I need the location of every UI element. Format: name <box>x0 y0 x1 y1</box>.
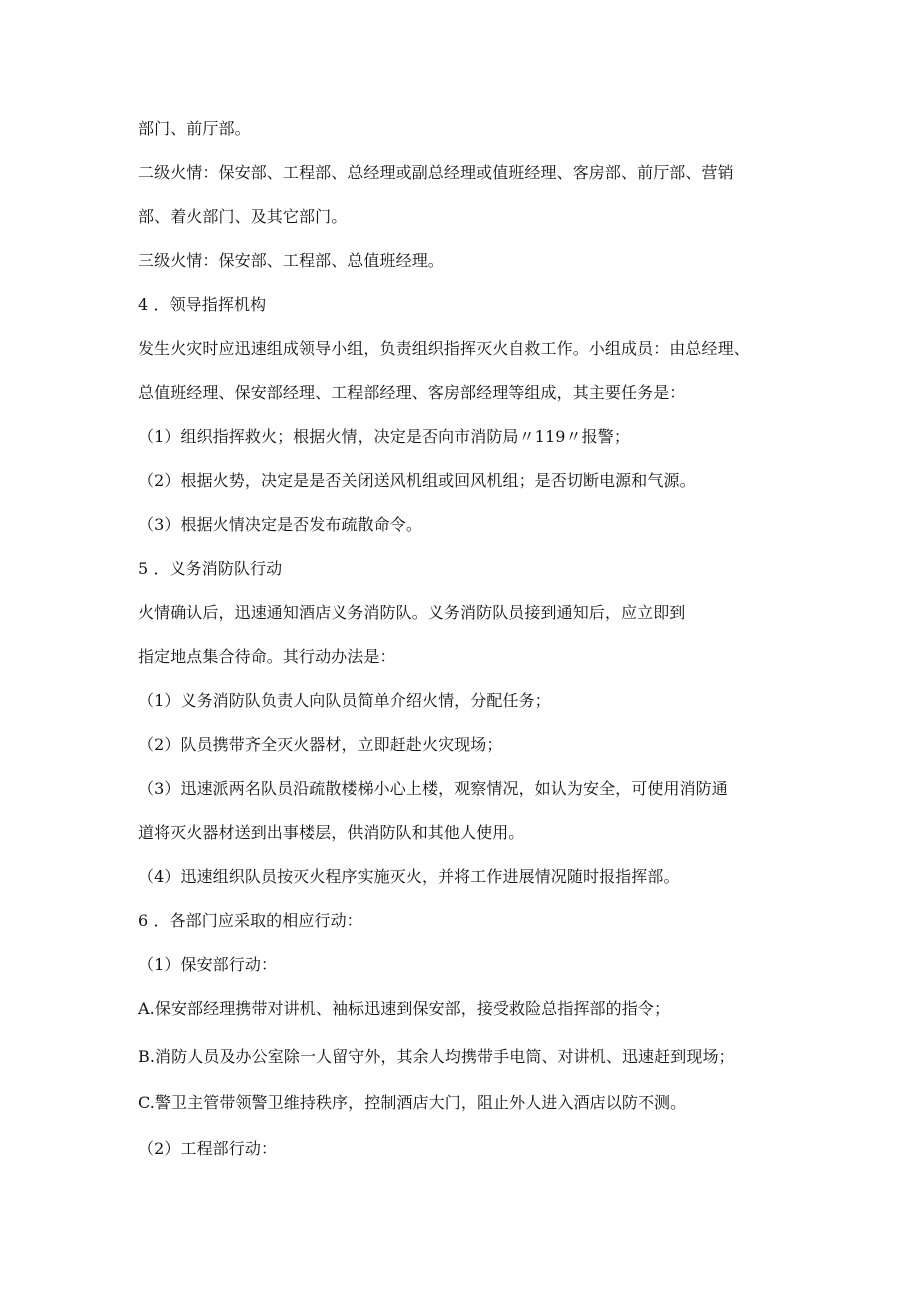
list-item: （2）根据火势，决定是是否关闭送风机组或回风机组；是否切断电源和气源。 <box>138 471 696 490</box>
text-line: 部、着火部门、及其它部门。 <box>138 207 348 226</box>
list-item: （1）义务消防队负责人向队员简单介绍火情，分配任务； <box>138 691 551 710</box>
list-item: （1）组织指挥救火；根据火情，决定是否向市消防局〃119〃报警； <box>138 427 630 446</box>
list-item: （4）迅速组织队员按灭火程序实施灭火，并将工作进展情况随时报指挥部。 <box>138 867 680 886</box>
list-item: B.消防人员及办公室除一人留守外，其余人均携带手电筒、对讲机、迅速赶到现场； <box>138 1047 735 1066</box>
text-line: 二级火情：保安部、工程部、总经理或副总经理或值班经理、客房部、前厅部、营销 <box>138 163 734 182</box>
text-line: 总值班经理、保安部经理、工程部经理、客房部经理等组成，其主要任务是： <box>138 383 686 402</box>
list-item: （3）根据火情决定是否发布疏散命令。 <box>138 515 422 534</box>
text-line: 三级火情：保安部、工程部、总值班经理。 <box>138 251 444 270</box>
section-heading: 4 ．领导指挥机构 <box>138 295 267 314</box>
section-heading: 6 ．各部门应采取的相应行动： <box>138 911 363 930</box>
subsection-heading: （2）工程部行动： <box>138 1139 278 1158</box>
subsection-heading: （1）保安部行动： <box>138 955 278 974</box>
list-item: （2）队员携带齐全灭火器材，立即赶赴火灾现场； <box>138 735 503 754</box>
section-heading: 5 ．义务消防队行动 <box>138 559 283 578</box>
list-item: A.保安部经理携带对讲机、袖标迅速到保安部，接受救险总指挥部的指令； <box>138 999 671 1018</box>
list-item: （3）迅速派两名队员沿疏散楼梯小心上楼，观察情况，如认为安全，可使用消防通 <box>138 779 728 798</box>
text-line: 指定地点集合待命。其行动办法是： <box>138 647 396 666</box>
text-line: 道将灭火器材送到出事楼层，供消防队和其他人使用。 <box>138 823 525 842</box>
text-line: 发生火灾时应迅速组成领导小组，负责组织指挥灭火自救工作。小组成员：由总经理、 <box>138 339 750 358</box>
text-line: 部门、前厅部。 <box>138 119 251 138</box>
list-item: C.警卫主管带领警卫维持秩序，控制酒店大门，阻止外人进入酒店以防不测。 <box>138 1093 687 1112</box>
text-line: 火情确认后，迅速通知酒店义务消防队。义务消防队员接到通知后，应立即到 <box>138 603 686 622</box>
